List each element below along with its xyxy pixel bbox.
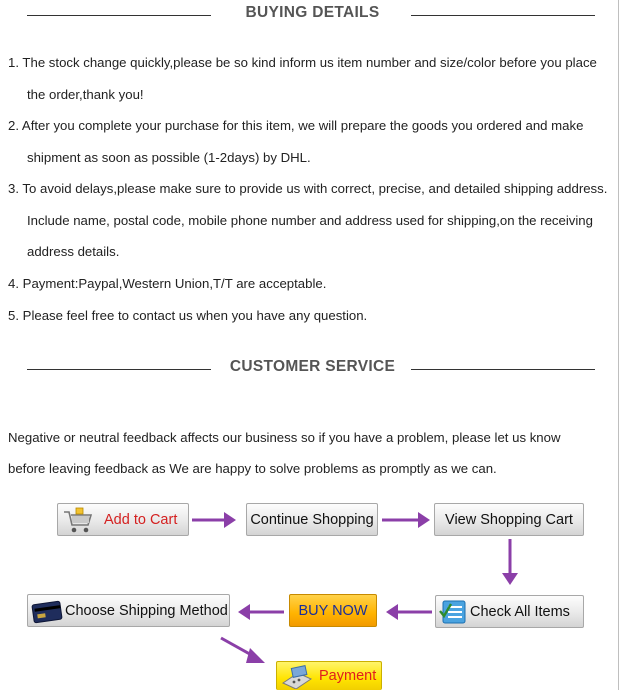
buying-item-5: 5. Please feel free to contact us when you have any question. bbox=[8, 308, 368, 323]
customer-service-line2: before leaving feedback as We are happy to solve problems as promptly as we can. bbox=[8, 461, 497, 476]
arrow-right-icon bbox=[190, 510, 238, 530]
buying-details-title: BUYING DETAILS bbox=[245, 4, 380, 21]
arrow-down-icon bbox=[500, 537, 520, 587]
page-frame bbox=[618, 0, 619, 690]
arrow-diagonal-icon bbox=[218, 634, 268, 668]
customer-service-line1: Negative or neutral feedback affects our business so if you have a problem, please let us know bbox=[8, 430, 561, 445]
header-rule-right bbox=[411, 15, 595, 16]
choose-shipping-method-button[interactable] bbox=[27, 594, 230, 627]
choose-shipping-method-label: Choose Shipping Method bbox=[65, 602, 228, 619]
add-to-cart-label: Add to Cart bbox=[104, 511, 178, 528]
payment-terminal-icon bbox=[280, 663, 314, 689]
add-to-cart-button[interactable] bbox=[57, 503, 189, 536]
buy-now-button[interactable] bbox=[289, 594, 377, 627]
buy-now-label: BUY NOW bbox=[298, 602, 368, 619]
check-all-items-button[interactable] bbox=[435, 595, 584, 628]
payment-label: Payment bbox=[319, 668, 377, 684]
buying-item-3-line2: Include name, postal code, mobile phone number and address used for shipping,on the receiving bbox=[27, 213, 593, 228]
buying-item-1-line1: 1. The stock change quickly,please be so kind inform us item number and size/color before you place bbox=[8, 55, 597, 70]
arrow-left-icon bbox=[234, 602, 286, 622]
buying-item-1-line2: the order,thank you! bbox=[27, 87, 144, 102]
buying-details-header bbox=[0, 4, 625, 28]
view-shopping-cart-button[interactable] bbox=[434, 503, 584, 536]
cart-icon bbox=[61, 505, 95, 535]
buying-item-4: 4. Payment:Paypal,Western Union,T/T are acceptable. bbox=[8, 276, 327, 291]
payment-button[interactable] bbox=[276, 661, 382, 690]
buying-item-2-line1: 2. After you complete your purchase for this item, we will prepare the goods you ordered and make bbox=[8, 118, 584, 133]
customer-service-title: CUSTOMER SERVICE bbox=[229, 358, 396, 375]
buying-item-2-line2: shipment as soon as possible (1-2days) by DHL. bbox=[27, 150, 311, 165]
customer-service-header bbox=[0, 358, 625, 382]
continue-shopping-label: Continue Shopping bbox=[250, 511, 374, 528]
header-rule-right bbox=[411, 369, 595, 370]
arrow-left-icon bbox=[382, 602, 434, 622]
continue-shopping-button[interactable] bbox=[246, 503, 378, 536]
view-shopping-cart-label: View Shopping Cart bbox=[445, 511, 573, 528]
buying-item-3-line1: 3. To avoid delays,please make sure to provide us with correct, precise, and detailed shipping address. bbox=[8, 181, 608, 196]
checklist-icon bbox=[439, 599, 469, 625]
check-all-items-label: Check All Items bbox=[470, 603, 570, 620]
arrow-right-icon bbox=[380, 510, 432, 530]
credit-card-icon bbox=[31, 598, 65, 624]
buying-item-3-line3: address details. bbox=[27, 244, 120, 259]
